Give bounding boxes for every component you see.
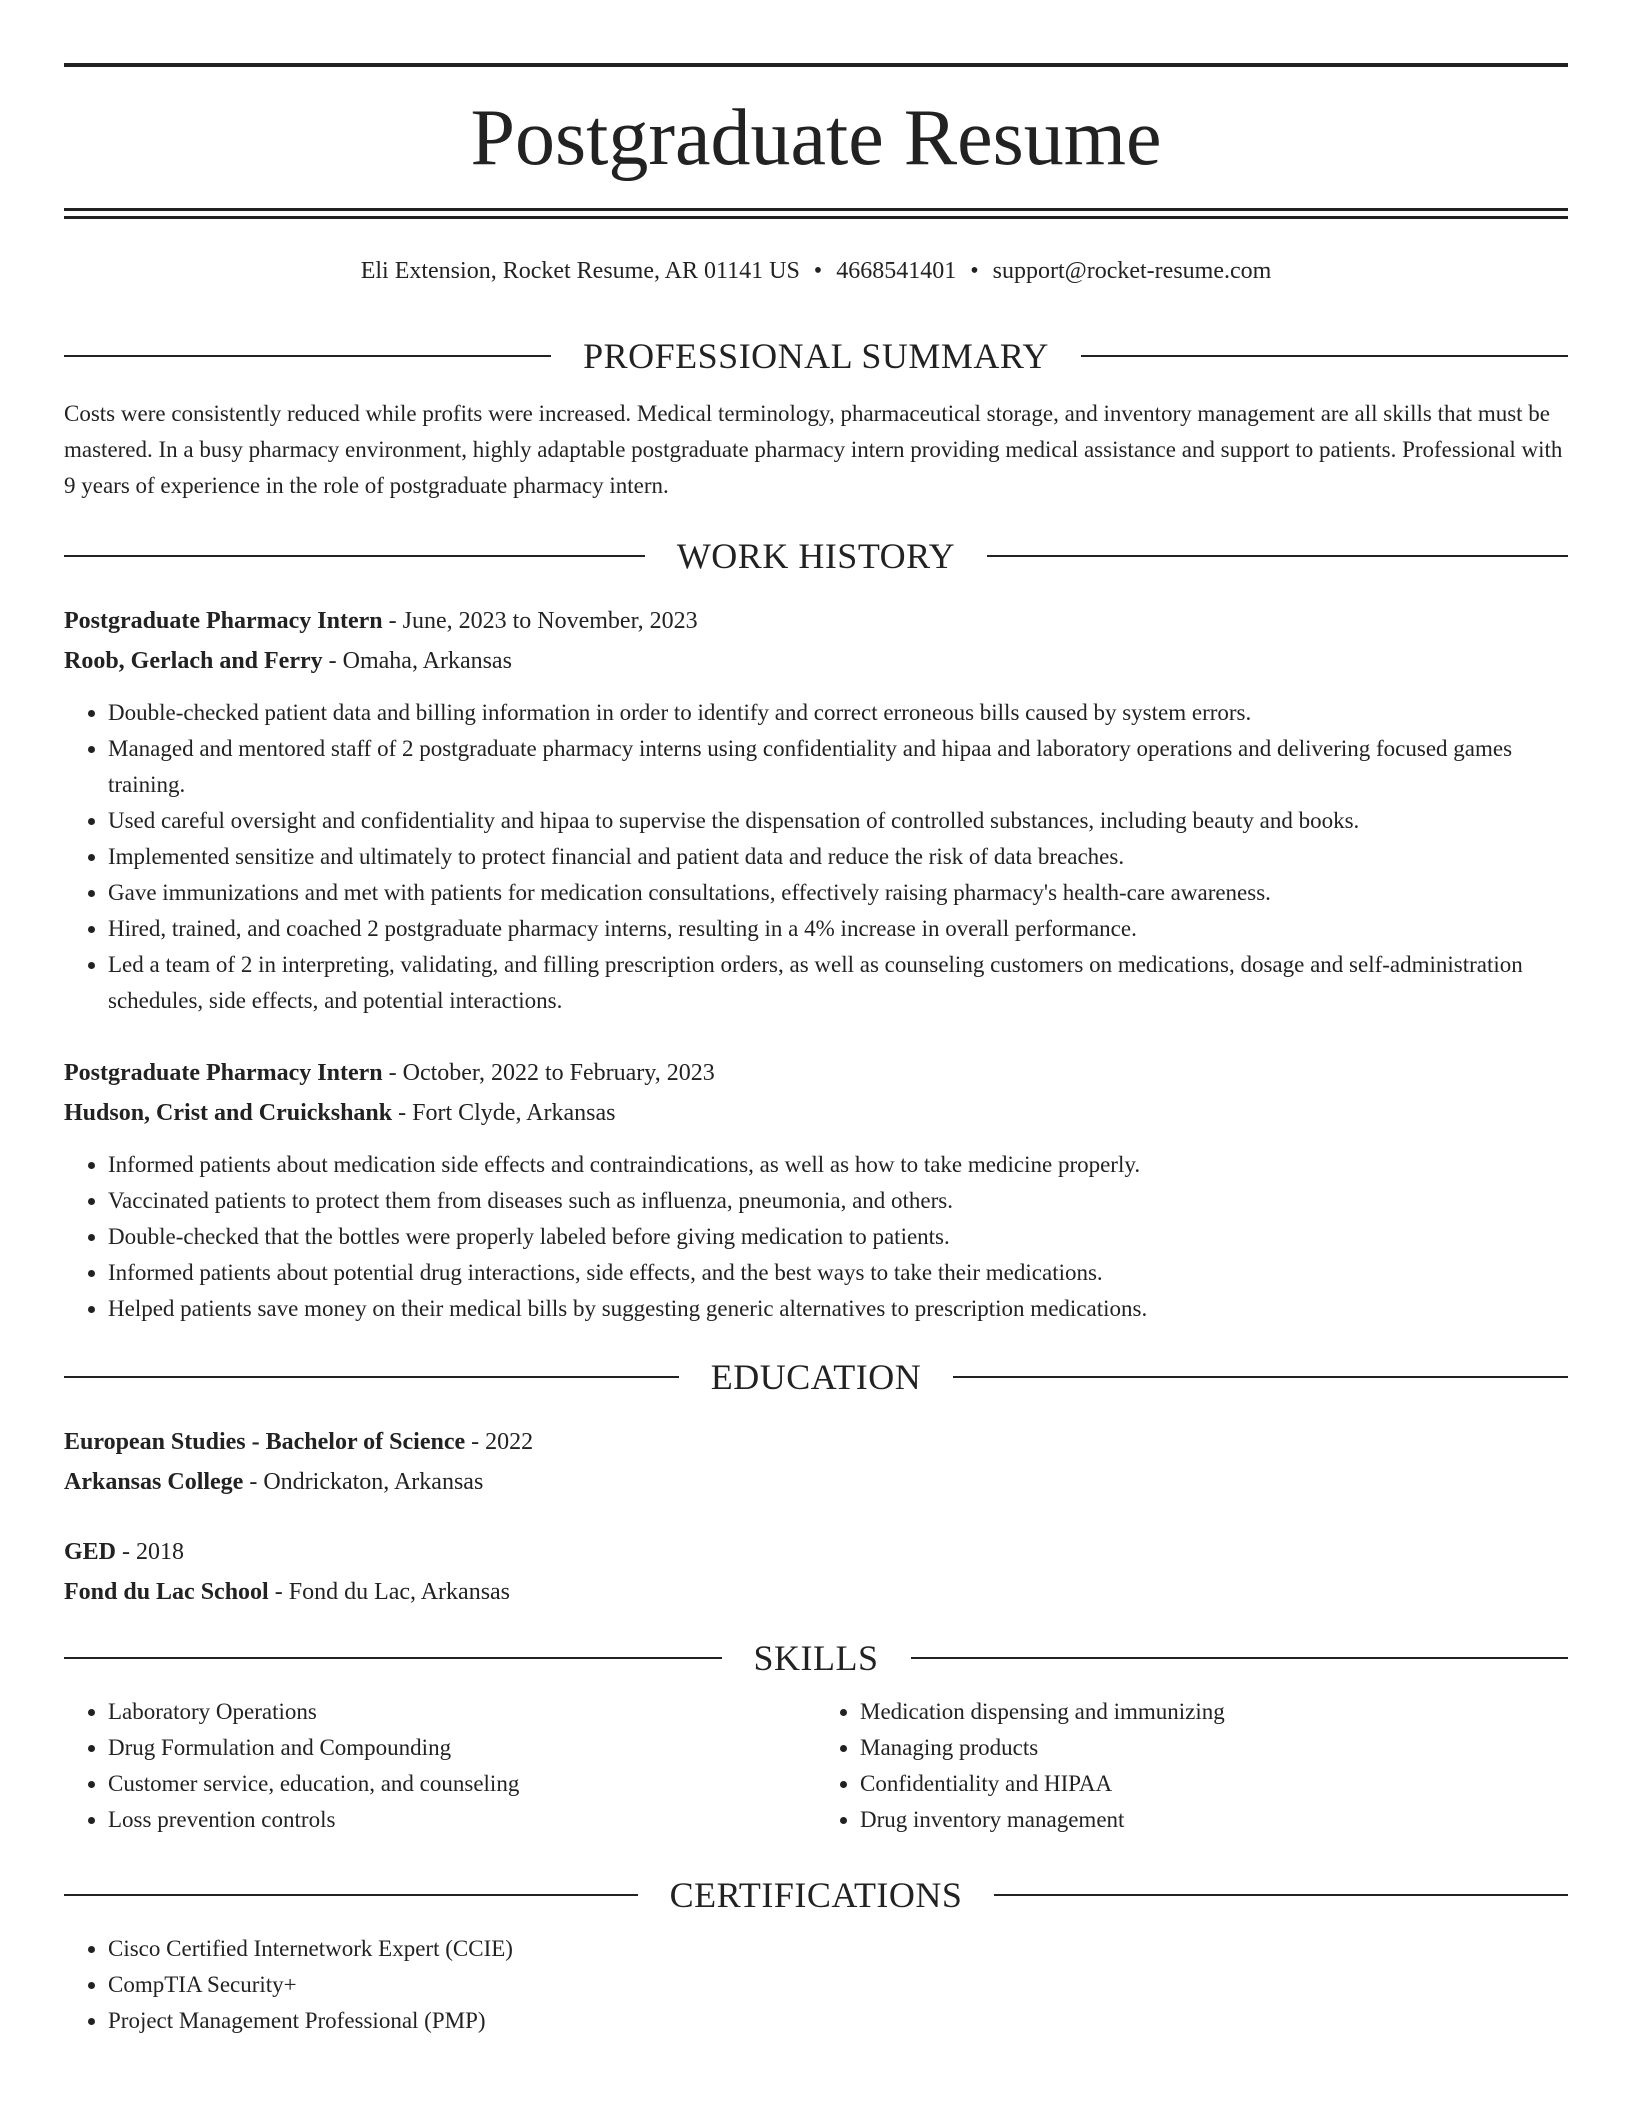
job-location: - Omaha, Arkansas <box>322 648 512 674</box>
job-title-line <box>64 601 1568 641</box>
job-bullets-section <box>64 1147 1568 1327</box>
skills-heading-label: SKILLS <box>753 1638 879 1678</box>
summary-heading <box>64 334 1568 378</box>
title-rule-upper <box>64 208 1568 211</box>
heading-rule <box>64 1657 722 1659</box>
education-heading <box>64 1355 1568 1399</box>
heading-rule <box>953 1376 1568 1378</box>
work-heading-label: WORK HISTORY <box>676 536 956 576</box>
education-school-line <box>64 1462 1568 1502</box>
education-year: - 2022 <box>465 1429 534 1455</box>
job-entry <box>64 1053 1568 1133</box>
summary-section <box>64 396 1568 504</box>
education-school: Fond du Lac School <box>64 1579 269 1605</box>
top-rule <box>64 63 1568 67</box>
skills-heading <box>64 1636 1568 1680</box>
summary-heading-label: PROFESSIONAL SUMMARY <box>583 336 1049 376</box>
list-item: • Customer service, education, and counseling <box>108 1766 816 1802</box>
certifications-heading <box>64 1873 1568 1917</box>
list-item: • Project Management Professional (PMP) <box>108 2003 1568 2039</box>
list-item: • Informed patients about potential drug interactions, side effects, and the best ways to take their medications. <box>108 1255 1568 1291</box>
education-degree: European Studies - Bachelor of Science <box>64 1429 466 1455</box>
education-degree: GED <box>64 1539 117 1565</box>
list-item: • Drug Formulation and Compounding <box>108 1730 816 1766</box>
education-year: - 2018 <box>116 1539 185 1565</box>
education-degree-line <box>64 1422 1568 1462</box>
list-item: • Managing products <box>860 1730 1568 1766</box>
heading-rule <box>1081 355 1568 357</box>
list-item: • Implemented sensitize and ultimately to protect financial and patient data and reduce the risk of data breaches. <box>108 839 1568 875</box>
job-location: - Fort Clyde, Arkansas <box>392 1100 616 1126</box>
job-bullets <box>64 1147 1568 1327</box>
job-title: Postgraduate Pharmacy Intern <box>64 608 383 634</box>
skills-column-left <box>64 1694 816 1838</box>
job-dates: - October, 2022 to February, 2023 <box>382 1060 715 1086</box>
heading-rule <box>64 1894 638 1896</box>
skills-bullets <box>816 1694 1568 1838</box>
heading-rule <box>911 1657 1569 1659</box>
skills-bullets <box>64 1694 816 1838</box>
list-item: • Managed and mentored staff of 2 postgraduate pharmacy interns using confidentiality and hipaa and laboratory operations and delivering focused games training. <box>108 731 1568 803</box>
job-company: Roob, Gerlach and Ferry <box>64 648 323 674</box>
job-bullets <box>64 695 1568 1019</box>
list-item: • Informed patients about medication side effects and contraindications, as well as how to take medicine properly. <box>108 1147 1568 1183</box>
list-item: • Cisco Certified Internetwork Expert (CCIE) <box>108 1931 1568 1967</box>
resume-title: Postgraduate Resume <box>470 94 1162 182</box>
title-rule-lower <box>64 216 1568 219</box>
education-entry <box>64 1532 1568 1612</box>
list-item: • Hired, trained, and coached 2 postgraduate pharmacy interns, resulting in a 4% increase in overall performance. <box>108 911 1568 947</box>
list-item: • Gave immunizations and met with patients for medication consultations, effectively raising pharmacy's health-care awareness. <box>108 875 1568 911</box>
job-bullets-section <box>64 695 1568 1019</box>
contact-separator: • <box>970 258 979 284</box>
certifications-bullets <box>64 1931 1568 2039</box>
education-school: Arkansas College <box>64 1469 244 1495</box>
heading-rule <box>64 355 551 357</box>
work-heading <box>64 534 1568 578</box>
list-item: • Led a team of 2 in interpreting, validating, and filling prescription orders, as well as counseling customers on medications, dosage and self-administration schedules, side effects, and potential interactions. <box>108 947 1568 1019</box>
summary-text: Costs were consistently reduced while profits were increased. Medical terminology, pharmaceutical storage, and inventory management are all skills that must be mastered. In a busy pharmacy environment, highly adaptable postgraduate pharmacy intern providing medical assistance and support to patients. Professional with 9 years of experience in the role of postgraduate pharmacy intern. <box>64 401 1563 498</box>
skills-column-right <box>816 1694 1568 1838</box>
education-heading-label: EDUCATION <box>710 1357 922 1397</box>
job-title-line <box>64 1053 1568 1093</box>
education-location: - Fond du Lac, Arkansas <box>268 1579 511 1605</box>
contact-address: Eli Extension, Rocket Resume, AR 01141 US <box>360 258 800 284</box>
heading-rule <box>987 555 1568 557</box>
job-entry <box>64 601 1568 681</box>
contact-line <box>64 254 1568 288</box>
list-item: • CompTIA Security+ <box>108 1967 1568 2003</box>
job-title: Postgraduate Pharmacy Intern <box>64 1060 383 1086</box>
contact-email: support@rocket-resume.com <box>992 258 1272 284</box>
list-item: • Confidentiality and HIPAA <box>860 1766 1568 1802</box>
education-degree-line <box>64 1532 1568 1572</box>
list-item: • Drug inventory management <box>860 1802 1568 1838</box>
education-entry <box>64 1422 1568 1502</box>
list-item: • Double-checked that the bottles were properly labeled before giving medication to patients. <box>108 1219 1568 1255</box>
job-company-line <box>64 641 1568 681</box>
education-location: - Ondrickaton, Arkansas <box>243 1469 484 1495</box>
contact-separator: • <box>813 258 823 284</box>
heading-rule <box>994 1894 1568 1896</box>
list-item: • Used careful oversight and confidentiality and hipaa to supervise the dispensation of controlled substances, including beauty and books. <box>108 803 1568 839</box>
heading-rule <box>64 1376 679 1378</box>
skills-list <box>64 1694 1568 1838</box>
job-company-line <box>64 1093 1568 1133</box>
certifications-heading-label: CERTIFICATIONS <box>669 1875 963 1915</box>
education-school-line <box>64 1572 1568 1612</box>
certifications-list <box>64 1931 1568 2039</box>
list-item: • Vaccinated patients to protect them from diseases such as influenza, pneumonia, and others. <box>108 1183 1568 1219</box>
list-item: • Helped patients save money on their medical bills by suggesting generic alternatives to prescription medications. <box>108 1291 1568 1327</box>
list-item: • Medication dispensing and immunizing <box>860 1694 1568 1730</box>
job-company: Hudson, Crist and Cruickshank <box>64 1100 393 1126</box>
list-item: • Double-checked patient data and billing information in order to identify and correct erroneous bills caused by system errors. <box>108 695 1568 731</box>
contact-phone: 4668541401 <box>836 258 957 284</box>
list-item: • Loss prevention controls <box>108 1802 816 1838</box>
job-dates: - June, 2023 to November, 2023 <box>382 608 698 634</box>
heading-rule <box>64 555 645 557</box>
list-item: • Laboratory Operations <box>108 1694 816 1730</box>
